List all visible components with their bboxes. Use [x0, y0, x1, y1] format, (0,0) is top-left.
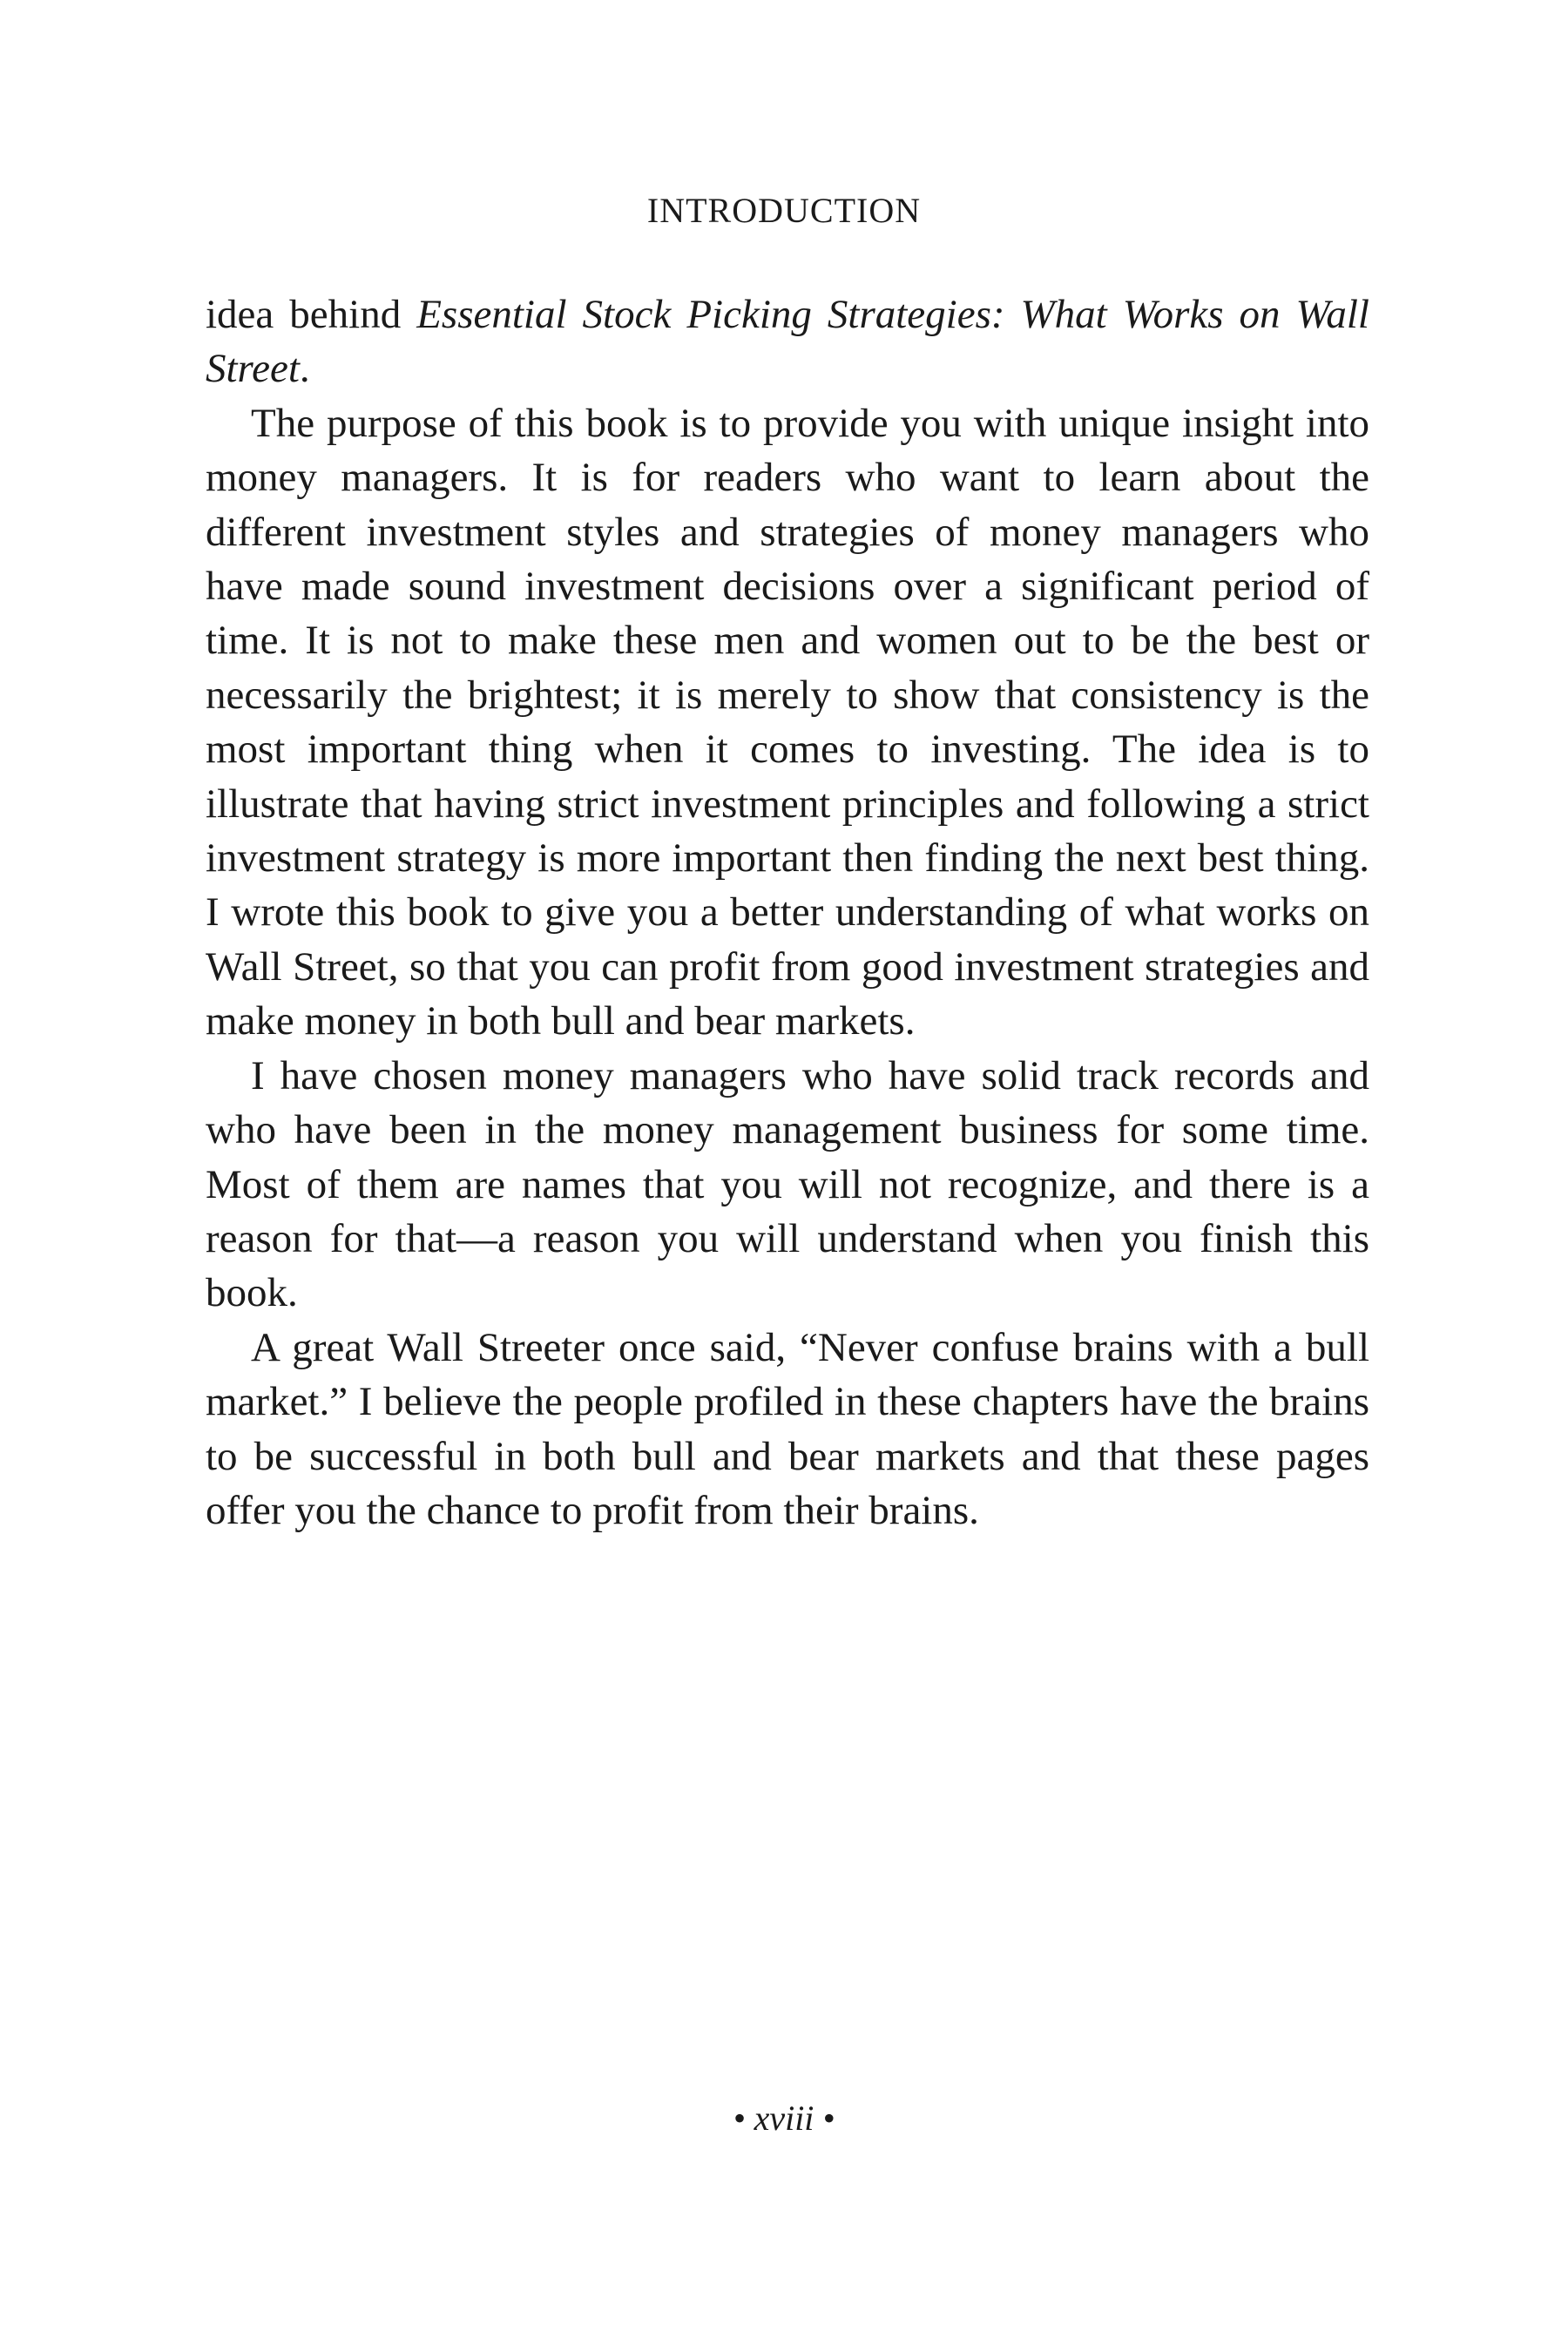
- paragraph-continuation-text: idea behind: [206, 292, 417, 337]
- page-number: • xviii •: [733, 2099, 835, 2138]
- paragraph-continuation: [206, 287, 1369, 396]
- paragraph-quote: A great Wall Streeter once said, “Never confuse brains with a bull market.” I believe the people profiled in these chapters have the brains to be successful in both bull and bear markets and that these pages offer you the chance to profit from their brains.: [206, 1324, 1369, 1533]
- body-text: [206, 287, 1369, 1538]
- paragraph-continuation-end: .: [299, 346, 310, 392]
- paragraph-managers: I have chosen money managers who have solid track records and who have been in the money management business for some time. Most of them are names that you will not recognize, and there is a reason for that—a reason you will understand when you finish this book.: [206, 1052, 1369, 1316]
- running-head: INTRODUCTION: [646, 191, 922, 230]
- book-title: Essential Stock Picking Strategies: What Works on Wall Street: [206, 292, 1369, 392]
- paragraph-purpose: The purpose of this book is to provide you with unique insight into money managers. It is for readers who want to learn about the different investment styles and strategies of money managers who have made sound investment decisions over a significant period of time. It is not to make these men and women out to be the best or necessarily the brightest; it is merely to show that consistency is the most important thing when it comes to investing. The idea is to illustrate that having strict investment principles and following a strict investment strategy is more important then finding the next best thing. I wrote this book to give you a better understanding of what works on Wall Street, so that you can profit from good investment strategies and make money in both bull and bear markets.: [206, 400, 1369, 1044]
